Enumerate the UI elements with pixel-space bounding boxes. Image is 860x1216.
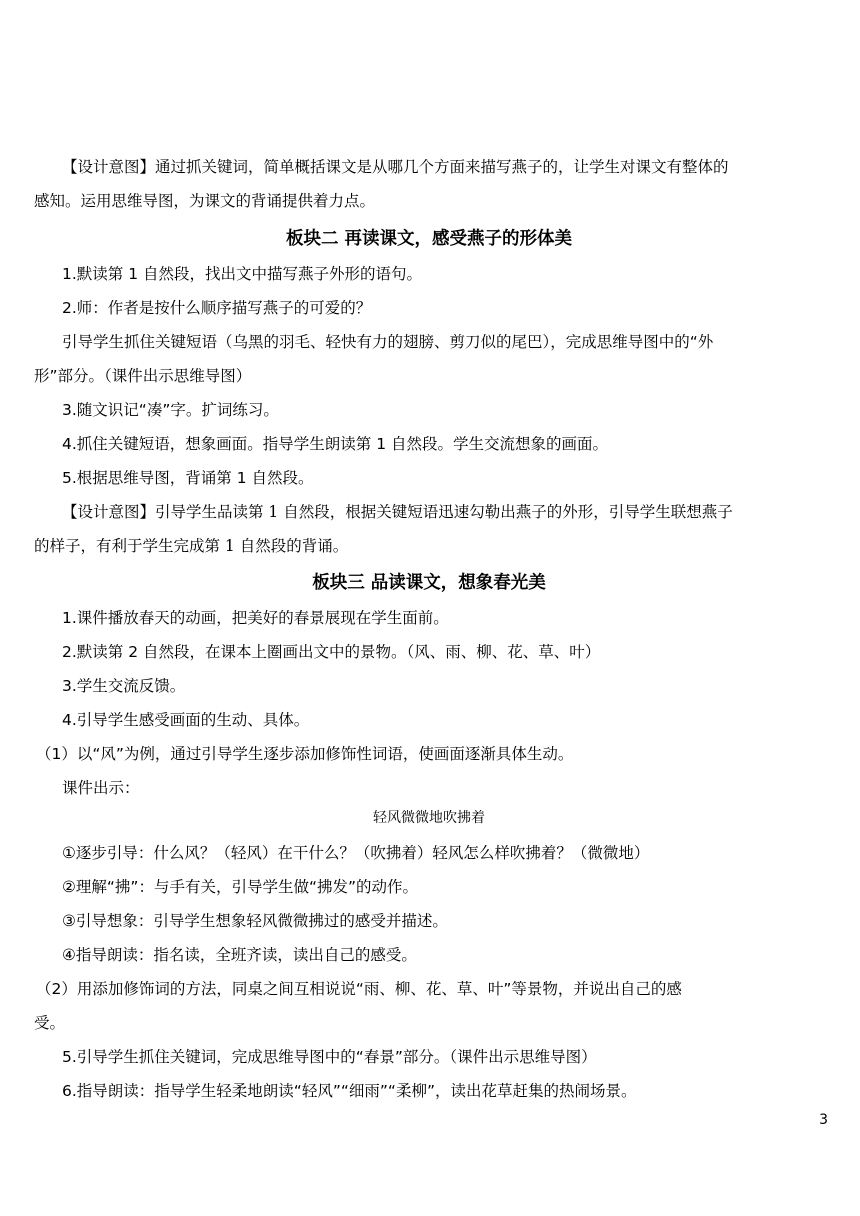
section-heading-2: 板块二 再读课文，感受燕子的形体美 (285, 229, 573, 249)
step-3-5: 5.引导学生抓住关键词，完成思维导图中的“春景”部分。（课件出示思维导图） (62, 1048, 597, 1066)
sub-step-2-line-2: 受。 (34, 1014, 66, 1032)
step-2-5: 5.根据思维导图，背诵第 1 自然段。 (62, 469, 314, 487)
step-3-2: 2.默读第 2 自然段，在课本上圈画出文中的景物。（风、雨、柳、花、草、叶） (62, 643, 601, 661)
design-intent-2-line-2: 的样子，有利于学生完成第 1 自然段的背诵。 (34, 537, 349, 555)
circled-step-4: ④指导朗读：指名读，全班齐读，读出自己的感受。 (62, 946, 417, 964)
step-2-3: 3.随文识记“凑”字。扩词练习。 (62, 401, 279, 419)
guide-line-1: 引导学生抓住关键短语（乌黑的羽毛、轻快有力的翅膀、剪刀似的尾巴），完成思维导图中的“外 (62, 333, 714, 351)
step-3-1: 1.课件播放春天的动画，把美好的春景展现在学生面前。 (62, 609, 449, 627)
design-intent-1-line-2: 感知。运用思维导图，为课文的背诵提供着力点。 (34, 192, 376, 210)
circled-step-1: ①逐步引导：什么风？（轻风）在干什么？（吹拂着）轻风怎么样吹拂着？（微微地） (62, 844, 650, 862)
step-3-3: 3.学生交流反馈。 (62, 677, 186, 695)
circled-step-3: ③引导想象：引导学生想象轻风微微拂过的感受并描述。 (62, 912, 448, 930)
step-3-4: 4.引导学生感受画面的生动、具体。 (62, 711, 310, 729)
courseware-show-label: 课件出示： (62, 779, 140, 797)
courseware-sentence: 轻风微微地吹拂着 (373, 810, 485, 826)
step-3-6: 6.指导朗读：指导学生轻柔地朗读“轻风”“细雨”“柔柳”，读出花草赶集的热闹场景。 (62, 1082, 637, 1100)
step-2-1: 1.默读第 1 自然段，找出文中描写燕子外形的语句。 (62, 265, 423, 283)
design-intent-2-line-1: 【设计意图】引导学生品读第 1 自然段，根据关键短语迅速勾勒出燕子的外形，引导学生联想燕子 (62, 503, 733, 521)
sub-step-1: （1）以“风”为例，通过引导学生逐步添加修饰性词语，使画面逐渐具体生动。 (36, 745, 574, 763)
section-heading-3: 板块三 品读课文，想象春光美 (312, 573, 546, 593)
sub-step-2-line-1: （2）用添加修饰词的方法，同桌之间互相说说“雨、柳、花、草、叶”等景物，并说出自己的感 (36, 980, 682, 998)
design-intent-1-line-1: 【设计意图】通过抓关键词，简单概括课文是从哪几个方面来描写燕子的，让学生对课文有整体的 (62, 158, 729, 176)
page-number: 3 (819, 1112, 828, 1128)
circled-step-2: ②理解“拂”：与手有关，引导学生做“拂发”的动作。 (62, 878, 419, 896)
step-2-2: 2.师：作者是按什么顺序描写燕子的可爱的？ (62, 299, 372, 317)
guide-line-2: 形”部分。（课件出示思维导图） (34, 367, 252, 385)
step-2-4: 4.抓住关键短语，想象画面。指导学生朗读第 1 自然段。学生交流想象的画面。 (62, 435, 609, 453)
